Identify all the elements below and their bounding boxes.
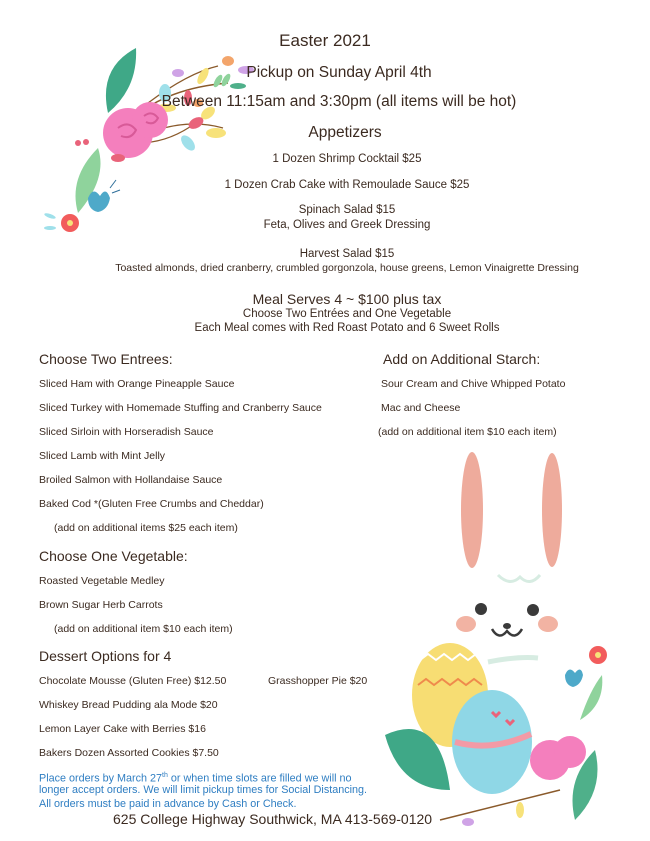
- entree-item: Sliced Turkey with Homemade Stuffing and Cranberry Sauce: [39, 402, 322, 414]
- starch-item: Mac and Cheese: [381, 402, 461, 414]
- entree-item: Sliced Ham with Orange Pineapple Sauce: [39, 378, 235, 390]
- dessert-item: Chocolate Mousse (Gluten Free) $12.50: [39, 675, 227, 687]
- appetizer-item: Spinach Salad $15: [298, 204, 396, 216]
- address-phone: 625 College Highway Southwick, MA 413-569-0120: [113, 811, 433, 827]
- note-superscript: th: [162, 772, 168, 779]
- starch-heading: Add on Additional Starch:: [383, 351, 541, 367]
- vegetable-item: Brown Sugar Herb Carrots: [39, 599, 163, 611]
- pickup-date: Pickup on Sunday April 4th: [246, 64, 432, 81]
- appetizer-item: Harvest Salad $15: [299, 248, 395, 260]
- starch-note: (add on additional item $10 each item): [378, 426, 557, 438]
- entree-item: Baked Cod *(Gluten Free Crumbs and Cheddar): [39, 498, 264, 510]
- payment-note: All orders must be paid in advance by Cash or Check.: [39, 798, 297, 810]
- meal-headline: Meal Serves 4 ~ $100 plus tax: [252, 291, 442, 307]
- dessert-item: Whiskey Bread Pudding ala Mode $20: [39, 699, 218, 711]
- entrees-heading: Choose Two Entrees:: [39, 351, 173, 367]
- dessert-item: Grasshopper Pie $20: [268, 675, 368, 687]
- entree-item: Sliced Sirloin with Horseradish Sauce: [39, 426, 214, 438]
- starch-item: Sour Cream and Chive Whipped Potato: [381, 378, 566, 390]
- entree-item: Broiled Salmon with Hollandaise Sauce: [39, 474, 223, 486]
- appetizer-item: 1 Dozen Crab Cake with Remoulade Sauce $25: [224, 179, 470, 191]
- vegetable-heading: Choose One Vegetable:: [39, 548, 188, 564]
- note-text: or when time slots are filled we will no: [167, 772, 352, 785]
- appetizer-description: Feta, Olives and Greek Dressing: [263, 219, 431, 231]
- page-title: Easter 2021: [279, 31, 371, 50]
- appetizer-description: Toasted almonds, dried cranberry, crumbled gorgonzola, house greens, Lemon Vinaigrette Dressing: [115, 262, 579, 274]
- entree-item: Sliced Lamb with Mint Jelly: [39, 450, 166, 462]
- dessert-item: Bakers Dozen Assorted Cookies $7.50: [39, 747, 219, 759]
- dessert-item: Lemon Layer Cake with Berries $16: [39, 723, 206, 735]
- appetizers-heading: Appetizers: [308, 124, 382, 141]
- social-distancing-note: longer accept orders. We will limit pickup times for Social Distancing.: [39, 784, 368, 796]
- appetizer-item: 1 Dozen Shrimp Cocktail $25: [272, 153, 422, 165]
- entree-note: (add on additional items $25 each item): [54, 522, 238, 534]
- dessert-heading: Dessert Options for 4: [39, 648, 172, 664]
- note-text: Place orders by March 27: [39, 772, 163, 785]
- vegetable-item: Roasted Vegetable Medley: [39, 575, 165, 587]
- meal-line: Choose Two Entrées and One Vegetable: [242, 308, 452, 320]
- meal-line: Each Meal comes with Red Roast Potato and 6 Sweet Rolls: [194, 322, 500, 334]
- easter-bunny-illustration: [380, 450, 635, 840]
- pickup-hours: Between 11:15am and 3:30pm (all items will be hot): [161, 93, 517, 110]
- vegetable-note: (add on additional item $10 each item): [54, 623, 233, 635]
